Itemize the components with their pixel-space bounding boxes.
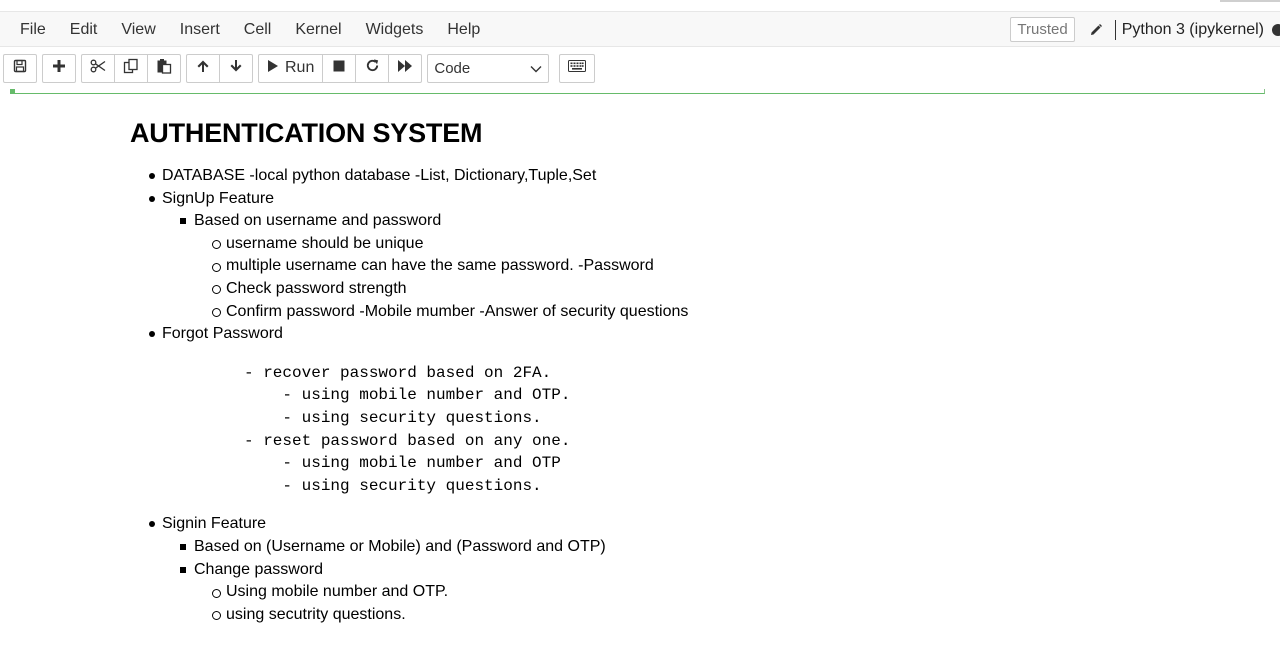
kernel-name[interactable]: Python 3 (ipykernel) <box>1121 20 1264 38</box>
markdown-cell[interactable] <box>130 118 1230 626</box>
signup-sublist <box>162 210 1230 323</box>
copy-icon <box>123 58 139 79</box>
menu-help[interactable]: Help <box>447 20 481 38</box>
run-label: Run <box>285 59 315 76</box>
menu-edit[interactable]: Edit <box>69 20 98 38</box>
kernel-indicator-area <box>1010 12 1280 47</box>
toolbar <box>0 47 1280 89</box>
paste-button[interactable] <box>147 54 181 83</box>
keyboard-group <box>559 54 595 83</box>
paste-icon <box>156 58 172 79</box>
top-corner-mark <box>1220 0 1280 2</box>
list-item: multiple username can have the same password. -Password <box>194 255 1230 278</box>
move-up-button[interactable] <box>186 54 220 83</box>
arrow-up-icon <box>196 59 210 78</box>
menu-kernel[interactable]: Kernel <box>295 20 342 38</box>
signup-label: SignUp Feature <box>162 189 275 207</box>
forgot-code-block: - recover password based on 2FA. - using mobile number and OTP. - using security questions. - reset password based on any one. - using mobile number and OTP - using security questions. <box>244 363 571 495</box>
menu-view[interactable]: View <box>121 20 156 38</box>
notebook-heading: AUTHENTICATION SYSTEM <box>130 118 483 148</box>
pencil-icon[interactable] <box>1085 19 1107 41</box>
list-item: Check password strength <box>194 278 1230 301</box>
change-password-list <box>194 581 1230 626</box>
list-item: Confirm password -Mobile mumber -Answer of security questions <box>194 301 1230 324</box>
list-item-database: DATABASE -local python database -List, Dictionary,Tuple,Set <box>130 165 1230 188</box>
signin-label: Signin Feature <box>162 515 267 533</box>
restart-icon <box>365 58 380 78</box>
browser-top-strip <box>0 0 1280 12</box>
stop-icon <box>333 59 345 77</box>
change-password-label: Change password <box>194 560 323 578</box>
menu-insert[interactable]: Insert <box>179 20 220 38</box>
menu-cell[interactable]: Cell <box>243 20 272 38</box>
signin-sublist <box>162 536 1230 626</box>
cell-type-select[interactable] <box>427 54 549 83</box>
run-group <box>258 54 422 83</box>
move-group <box>186 54 253 83</box>
list-item-signup-based <box>162 210 1230 323</box>
list-item-signin <box>130 513 1230 626</box>
restart-run-all-button[interactable] <box>388 54 422 83</box>
scissors-icon <box>90 59 106 78</box>
fast-forward-icon <box>397 59 413 78</box>
arrow-down-icon <box>229 59 243 78</box>
selected-cell-border[interactable] <box>10 89 1265 94</box>
forgot-label: Forgot Password <box>162 325 283 343</box>
kernel-status-icon <box>1272 24 1280 36</box>
save-icon <box>13 59 27 78</box>
clipboard-group <box>81 54 181 83</box>
insert-group <box>42 54 76 83</box>
cut-button[interactable] <box>81 54 115 83</box>
list-item-signup <box>130 188 1230 324</box>
restart-button[interactable] <box>355 54 389 83</box>
kernel-separator <box>1115 20 1116 40</box>
menu-items <box>0 12 492 46</box>
move-down-button[interactable] <box>219 54 253 83</box>
play-icon <box>267 59 279 78</box>
list-item-signin-based: Based on (Username or Mobile) and (Password and OTP) <box>162 536 1230 559</box>
top-level-list <box>130 165 1230 626</box>
plus-icon <box>52 59 66 78</box>
signup-rules-list <box>194 233 1230 323</box>
list-item: username should be unique <box>194 233 1230 256</box>
trusted-badge[interactable]: Trusted <box>1010 17 1074 42</box>
signup-based-label: Based on username and password <box>194 212 442 230</box>
chevron-down-icon <box>530 60 542 77</box>
list-item-change-password <box>162 559 1230 627</box>
cell-type-value: Code <box>434 59 471 77</box>
save-group <box>3 54 37 83</box>
menu-widgets[interactable]: Widgets <box>365 20 424 38</box>
list-item: Using mobile number and OTP. <box>194 581 1230 604</box>
menubar <box>0 12 1280 47</box>
copy-button[interactable] <box>114 54 148 83</box>
keyboard-icon <box>568 59 586 77</box>
save-button[interactable] <box>3 54 37 83</box>
run-button[interactable] <box>258 54 323 83</box>
markdown-body <box>130 165 1230 626</box>
menu-file[interactable]: File <box>20 20 46 38</box>
interrupt-button[interactable] <box>322 54 356 83</box>
list-item-forgot-password <box>130 323 1230 497</box>
command-palette-button[interactable] <box>559 54 595 83</box>
list-item: using secutrity questions. <box>194 604 1230 627</box>
insert-cell-button[interactable] <box>42 54 76 83</box>
